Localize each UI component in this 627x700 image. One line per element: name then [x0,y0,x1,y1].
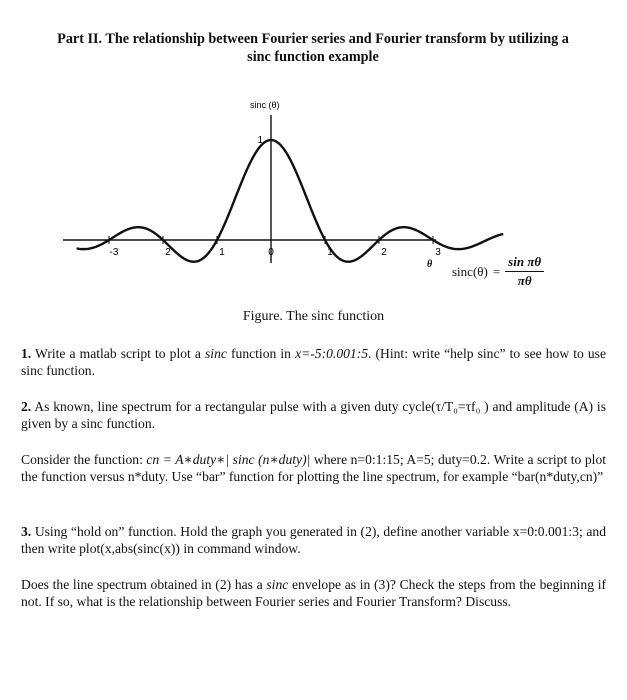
title-line-2: sinc function example [247,49,379,65]
formula-denominator: πθ [517,273,532,288]
consider-paragraph [21,451,606,485]
consider-text-b: where n=0:1:15; A=5; duty=0.2. Write a script to plot the function versus n*duty. Use “bar” function for plotting the line spectrum, for example “bar(n*duty,cn)” [21,452,607,484]
question-2-text: As known, line spectrum for a rectangular pulse with a given duty cycle(τ/T₀=τf₀ ) and amplitude (A) is given by a sinc function. [21,399,606,431]
x-axis-label: θ [427,259,433,270]
x-tick-label: 2 [165,247,171,258]
y-tick-label-1: 1 [257,135,263,146]
sinc-curve [77,140,504,262]
section-title [18,30,608,66]
formula-numerator: sin πθ [505,254,544,272]
x-tick-label: -3 [109,247,119,258]
title-line-1: Part II. The relationship between Fourier series and Fourier transform by utilizing a [57,31,569,47]
x-tick-labels [110,247,442,258]
question-1-text-b: function in [226,346,296,361]
figure-caption: Figure. The sinc function [242,309,385,324]
formula-equals: = [492,263,501,279]
question-3 [21,523,606,557]
x-tick-label: 0 [268,247,274,258]
question-2-number: 2. [21,399,32,414]
x-tick-label: 2 [381,247,387,258]
question-3-text: Using “hold on” function. Hold the graph you generated in (2), define another variable x=0:0.001:3; and then write plot(x,abs(sinc(x)) in command window. [21,524,606,556]
formula-fraction [505,254,544,289]
discuss-em-sinc: sinc [266,577,289,592]
question-1-text-a: Write a matlab script to plot a [31,346,206,361]
formula-lhs: sinc(θ) [452,263,488,279]
question-2 [21,398,606,432]
x-tick-label: 1 [219,247,225,258]
consider-formula: cn = A∗duty∗| sinc (n∗duty)| [146,452,311,467]
discuss-paragraph [21,576,606,610]
discuss-text-b: envelope as in (3)? Check the steps from the beginning if not. If so, what is the relationship between Fourier series and Fourier Transform? Discuss. [21,577,606,609]
discuss-text-a: Does the line spectrum obtained in (2) has a [21,577,267,592]
consider-text-a: Consider the function: [21,452,147,467]
question-1-em-range: x=-5:0.001:5 [295,346,369,361]
sinc-formula [452,254,544,289]
x-tick-label: 1 [327,247,333,258]
question-3-number: 3. [21,524,32,539]
question-1 [21,345,606,379]
sinc-figure [58,95,441,295]
question-1-number: 1. [21,346,32,361]
question-1-text-c: . (Hint: write “help sinc” to see how to use sinc function. [21,346,606,378]
question-1-em-sinc: sinc [205,346,227,361]
x-tick-label: 3 [435,247,441,258]
chart-title: sinc (θ) [250,100,280,110]
